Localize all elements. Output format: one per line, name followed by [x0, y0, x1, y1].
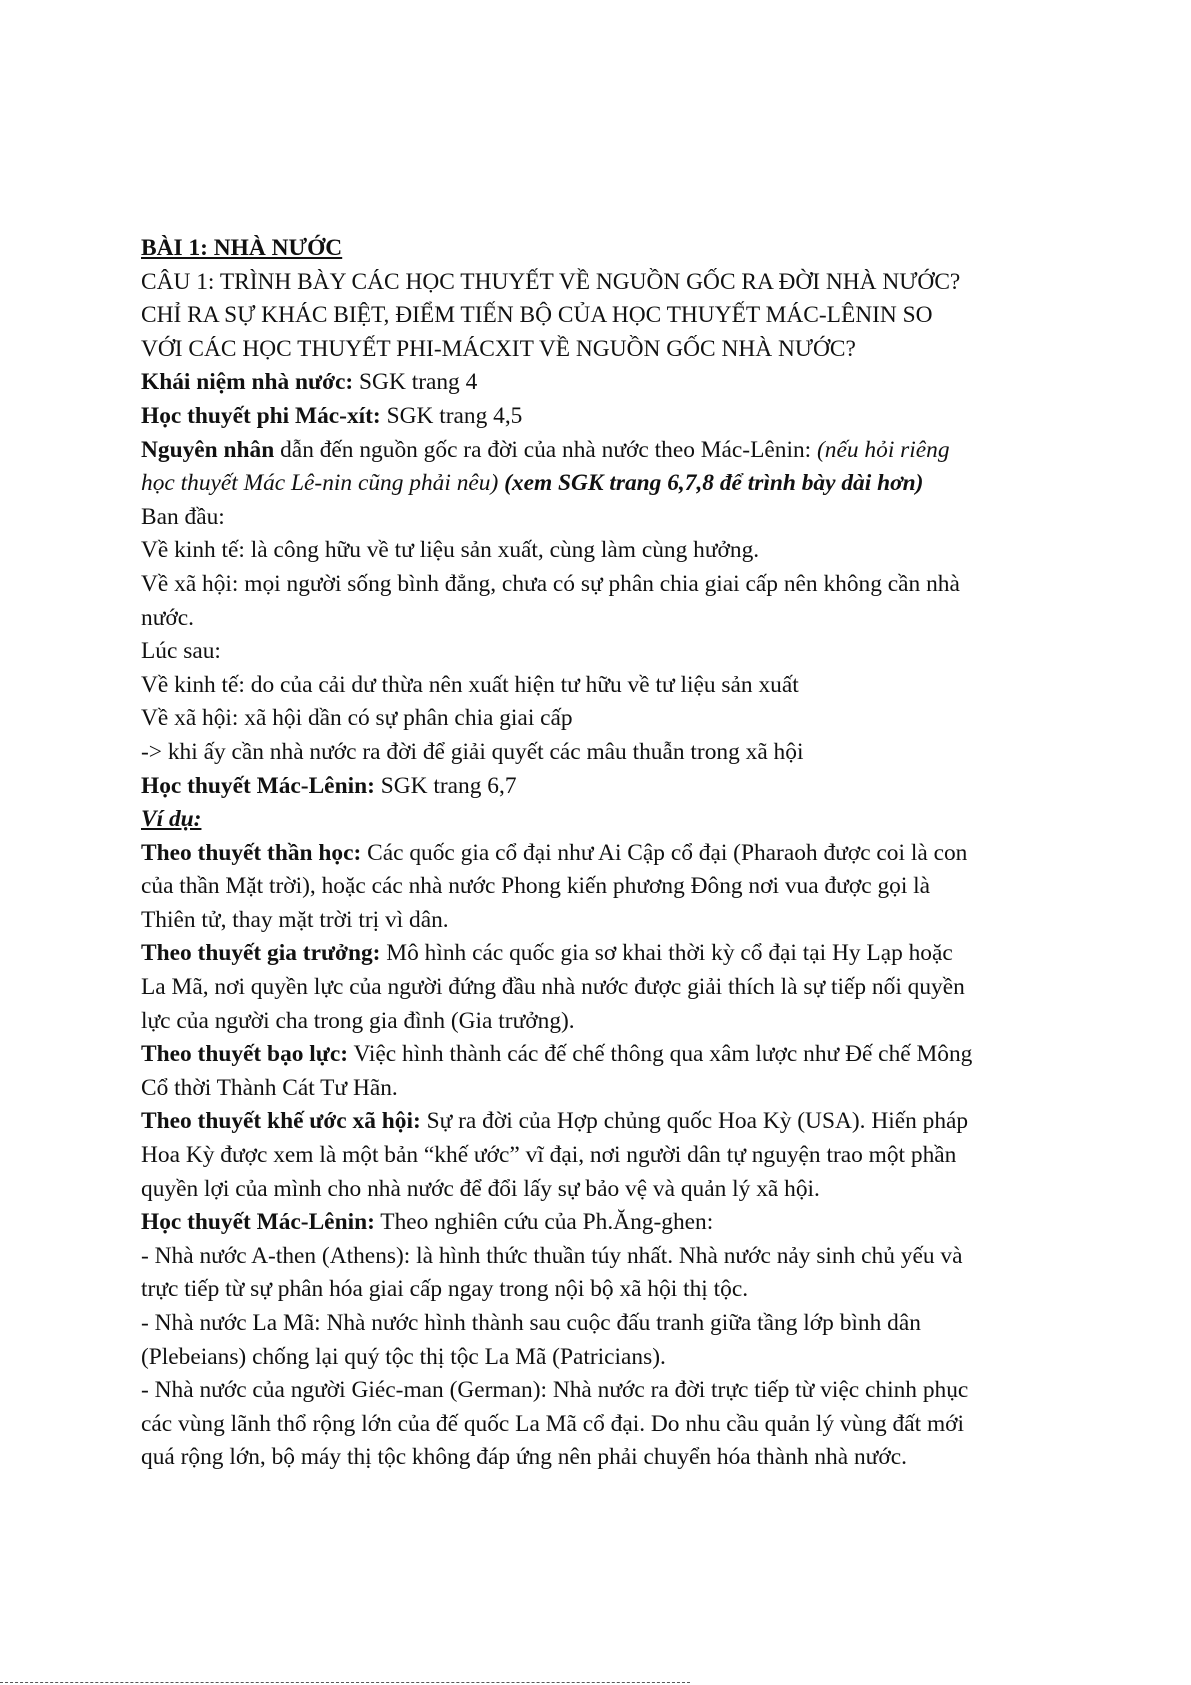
initial-economy: Về kinh tế: là công hữu về tư liệu sản xuất, cùng làm cùng hưởng. — [141, 537, 760, 564]
concept-line: Khái niệm nhà nước: SGK trang 4 — [141, 369, 478, 396]
theology-line-1: Theo thuyết thần học: Các quốc gia cổ đại như Ai Cập cổ đại (Pharaoh được coi là con — [141, 839, 968, 866]
theology-line-3: Thiên tử, thay mặt trời trị vì dân. — [141, 906, 449, 933]
initial-society-1: Về xã hội: mọi người sống bình đẳng, chưa có sự phân chia giai cấp nên không cần nhà — [141, 570, 960, 597]
violence-line-1: Theo thuyết bạo lực: Việc hình thành các đế chế thông qua xâm lược như Đế chế Mông — [141, 1041, 973, 1068]
athens-line-2: trực tiếp từ sự phân hóa giai cấp ngay trong nội bộ xã hội thị tộc. — [141, 1276, 749, 1303]
patriarchal-line-2: La Mã, nơi quyền lực của người đứng đầu nhà nước được giải thích là sự tiếp nối quyền — [141, 974, 965, 1001]
violence-line-2: Cổ thời Thành Cát Tư Hãn. — [141, 1074, 398, 1101]
rome-line-1: - Nhà nước La Mã: Nhà nước hình thành sau cuộc đấu tranh giữa tầng lớp bình dân — [141, 1310, 921, 1336]
initial-society-2: nước. — [141, 604, 194, 631]
rome-line-2: (Plebeians) chống lại quý tộc thị tộc La Mã (Patricians). — [141, 1343, 666, 1370]
later-economy: Về kinh tế: do của cải dư thừa nên xuất hiện tư hữu về tư liệu sản xuất — [141, 671, 799, 698]
initial-title: Ban đầu: — [141, 503, 225, 530]
nonmarxist-line: Học thuyết phi Mác-xít: SGK trang 4,5 — [141, 402, 523, 429]
lesson-heading: BÀI 1: NHÀ NƯỚC — [141, 235, 343, 261]
marxist2-line: Học thuyết Mác-Lênin: Theo nghiên cứu của Ph.Ăng-ghen: — [141, 1209, 714, 1236]
later-title: Lúc sau: — [141, 638, 221, 665]
example-title: Ví dụ: — [141, 806, 202, 833]
question-line-3: VỚI CÁC HỌC THUYẾT PHI-MÁCXIT VỀ NGUỒN GỐC NHÀ NƯỚC? — [141, 335, 856, 362]
contract-line-3: quyền lợi của mình cho nhà nước để đổi lấy sự bảo vệ và quản lý xã hội. — [141, 1175, 820, 1202]
german-line-2: các vùng lãnh thổ rộng lớn của đế quốc La Mã cổ đại. Do nhu cầu quản lý vùng đất mới — [141, 1410, 965, 1437]
patriarchal-line-3: lực của người cha trong gia đình (Gia trưởng). — [141, 1007, 575, 1034]
question-line-2: CHỈ RA SỰ KHÁC BIỆT, ĐIỂM TIẾN BỘ CỦA HỌC THUYẾT MÁC-LÊNIN SO — [141, 302, 933, 329]
later-conclusion: -> khi ấy cần nhà nước ra đời để giải quyết các mâu thuẫn trong xã hội — [141, 738, 804, 765]
contract-line-1: Theo thuyết khế ước xã hội: Sự ra đời của Hợp chủng quốc Hoa Kỳ (USA). Hiến pháp — [141, 1108, 969, 1135]
athens-line-1: - Nhà nước A-then (Athens): là hình thức thuần túy nhất. Nhà nước nảy sinh chủ yếu và — [141, 1242, 963, 1269]
patriarchal-line-1: Theo thuyết gia trưởng: Mô hình các quốc gia sơ khai thời kỳ cổ đại tại Hy Lạp hoặc — [141, 940, 953, 967]
theology-line-2: của thần Mặt trời), hoặc các nhà nước Phong kiến phương Đông nơi vua được gọi là — [141, 873, 931, 900]
question-line-1: CÂU 1: TRÌNH BÀY CÁC HỌC THUYẾT VỀ NGUỒN GỐC RA ĐỜI NHÀ NƯỚC? — [141, 268, 961, 295]
contract-line-2: Hoa Kỳ được xem là một bản “khế ước” vĩ đại, nơi người dân tự nguyện trao một phần — [141, 1142, 957, 1169]
page-bottom-rule — [0, 1682, 690, 1683]
cause-line-2: học thuyết Mác Lê-nin cũng phải nêu) (xem SGK trang 6,7,8 để trình bày dài hơn) — [141, 470, 924, 497]
german-line-3: quá rộng lớn, bộ máy thị tộc không đáp ứng nên phải chuyển hóa thành nhà nước. — [141, 1444, 907, 1471]
document-body — [141, 232, 1056, 1475]
marxist-line: Học thuyết Mác-Lênin: SGK trang 6,7 — [141, 772, 517, 799]
later-society: Về xã hội: xã hội dần có sự phân chia giai cấp — [141, 705, 573, 732]
cause-line-1: Nguyên nhân dẫn đến nguồn gốc ra đời của nhà nước theo Mác-Lênin: (nếu hỏi riêng — [141, 436, 950, 463]
german-line-1: - Nhà nước của người Giéc-man (German): Nhà nước ra đời trực tiếp từ việc chinh phục — [141, 1377, 969, 1404]
